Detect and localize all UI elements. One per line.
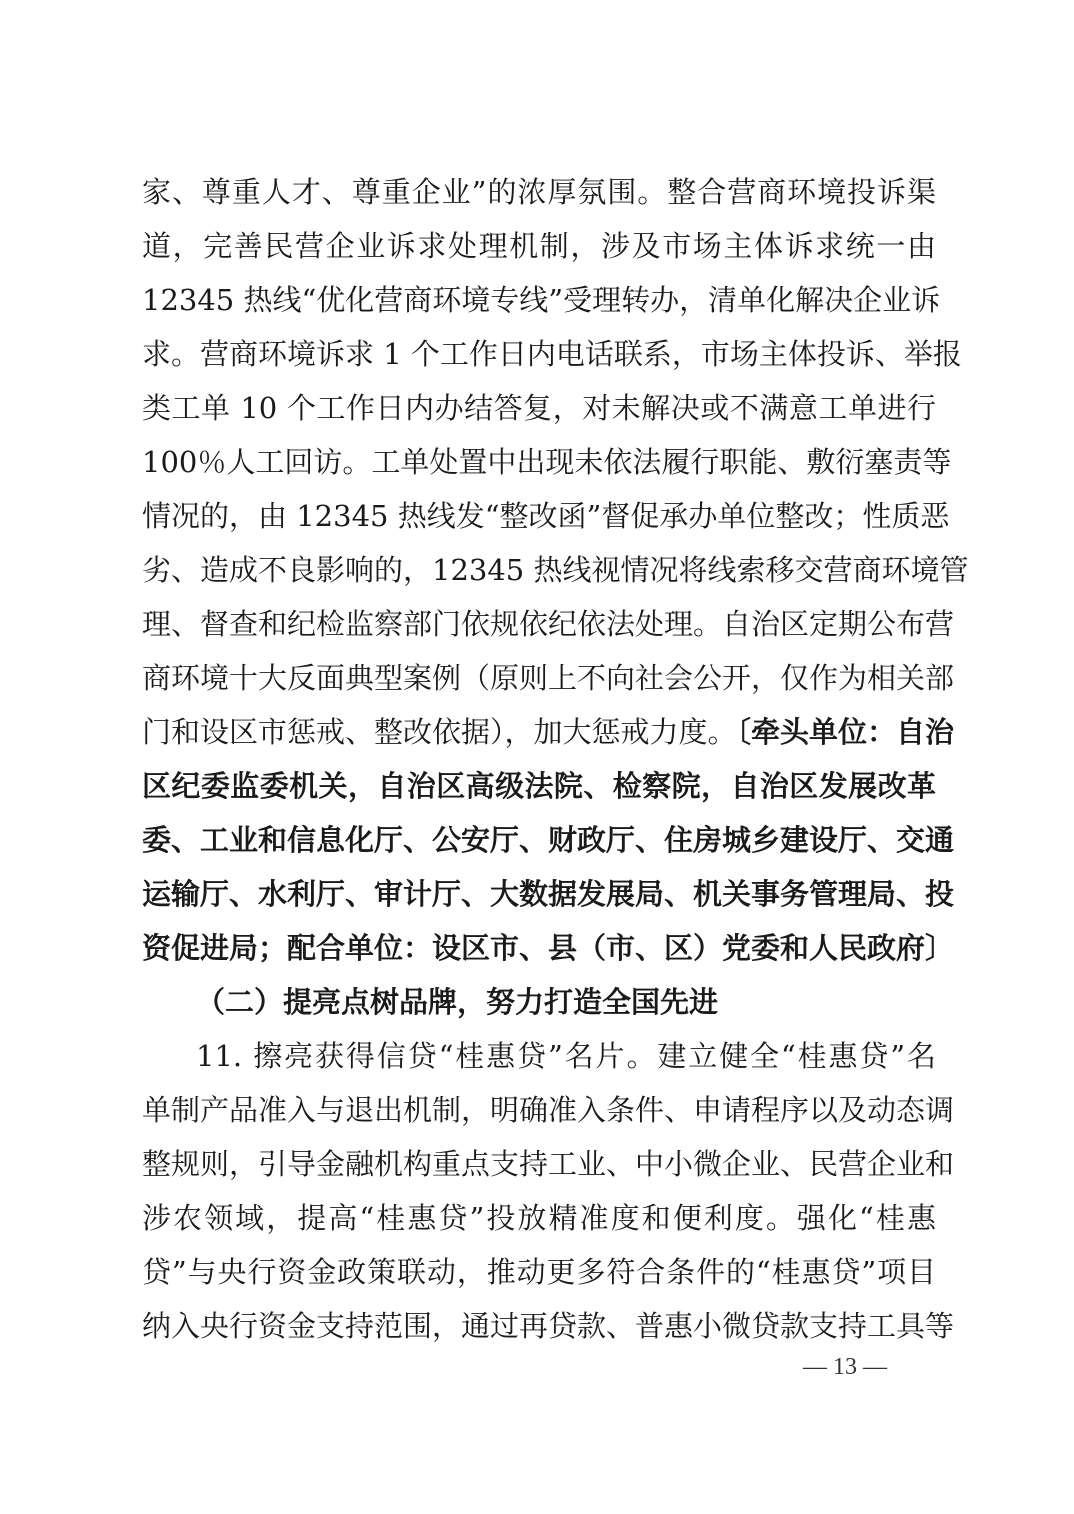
lead-unit-label: 〔牵头单位：自治 <box>736 715 955 749</box>
text-line-6: 100％人工回访。工单处置中出现未依法履行职能、敷衍塞责等 <box>142 445 952 479</box>
text-line-1: 家、尊重人才、尊重企业”的浓厚氛围。整合营商环境投诉渠 <box>142 175 936 209</box>
text-line-9: 理、督查和纪检监察部门依规依纪依法处理。自治区定期公布营 <box>142 607 955 641</box>
para2-line-4: 涉农领域，提高“桂惠贷”投放精准度和便利度。强化“桂惠 <box>142 1201 936 1235</box>
text-line-11-normal: 门和设区市惩戒、整改依据），加大惩戒力度。 <box>142 715 737 749</box>
text-line-4: 求。营商环境诉求 1 个工作日内电话联系，市场主体投诉、举报 <box>142 337 962 371</box>
bold-line-3: 运输厅、水利厅、审计厅、大数据发展局、机关事务管理局、投 <box>142 877 955 911</box>
para2-line-3: 整规则，引导金融机构重点支持工业、中小微企业、民营企业和 <box>142 1147 955 1181</box>
text-line-5: 类工单 10 个工作日内办结答复，对未解决或不满意工单进行 <box>142 391 936 425</box>
text-line-8: 劣、造成不良影响的，12345 热线视情况将线索移交营商环境管 <box>142 553 969 587</box>
para2-line-2: 单制产品准入与退出机制，明确准入条件、申请程序以及动态调 <box>142 1093 955 1127</box>
section-heading: （二）提亮点树品牌，努力打造全国先进 <box>196 985 719 1019</box>
para2-line-1: 11. 擦亮获得信贷“桂惠贷”名片。建立健全“桂惠贷”名 <box>196 1039 936 1073</box>
page-number: — 13 — <box>803 1354 887 1380</box>
para2-line-6: 纳入央行资金支持范围，通过再贷款、普惠小微贷款支持工具等 <box>142 1309 955 1343</box>
bold-line-2: 委、工业和信息化厅、公安厅、财政厅、住房城乡建设厅、交通 <box>142 823 955 857</box>
text-line-7: 情况的，由 12345 热线发“整改函”督促承办单位整改；性质恶 <box>142 499 950 533</box>
para2-line-5: 贷”与央行资金政策联动，推动更多符合条件的“桂惠贷”项目 <box>142 1255 936 1289</box>
bold-line-1: 区纪委监委机关，自治区高级法院、检察院，自治区发展改革 <box>142 769 936 803</box>
text-line-10: 商环境十大反面典型案例（原则上不向社会公开，仅作为相关部 <box>142 661 955 695</box>
text-line-2: 道，完善民营企业诉求处理机制，涉及市场主体诉求统一由 <box>142 229 936 263</box>
text-line-11 <box>142 712 955 752</box>
bold-line-4: 资促进局；配合单位：设区市、县（市、区）党委和人民政府〕 <box>142 931 955 965</box>
text-line-3: 12345 热线“优化营商环境专线”受理转办，清单化解决企业诉 <box>142 283 941 317</box>
